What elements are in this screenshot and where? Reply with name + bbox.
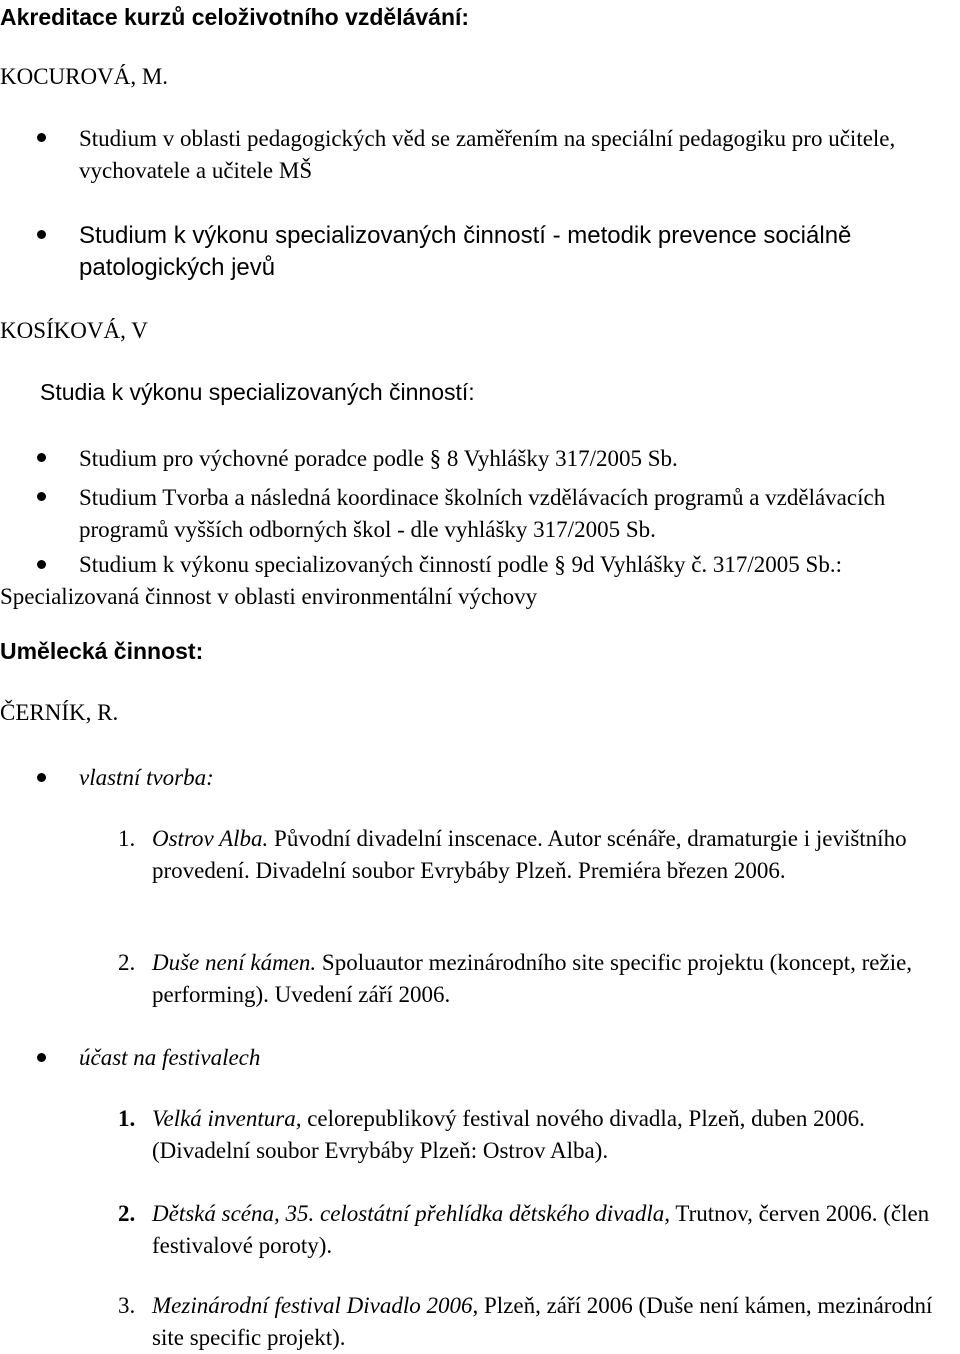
item-text: Původní divadelní inscenace. Autor scénáře, dramaturgie i jevištního provedení. Divadelní soubor Evrybáby Plzeň. Premiéra březen 2006. bbox=[152, 826, 907, 883]
item-number: 3. bbox=[118, 1293, 136, 1318]
bullet-icon bbox=[37, 133, 46, 142]
bullet-icon bbox=[37, 492, 46, 501]
item-title: Mezinárodní festival Divadlo 2006 bbox=[152, 1293, 473, 1318]
item-title: Dětská scéna, 35. celostátní přehlídka dětského divadla, bbox=[152, 1201, 671, 1226]
person-name-cernik: ČERNÍK, R. bbox=[0, 700, 119, 725]
list-item bbox=[152, 1290, 952, 1354]
bullet-icon bbox=[37, 773, 46, 782]
item-number: 1. bbox=[118, 1106, 136, 1131]
bullet-icon bbox=[37, 453, 46, 462]
list-item bbox=[152, 1103, 952, 1167]
list-item: Studium Tvorba a následná koordinace školních vzdělávacích programů a vzdělávacích programů vyšších odborných škol - dle vyhlášky 317/2005 Sb. bbox=[79, 485, 886, 542]
page-title: Akreditace kurzů celoživotního vzdělávání: bbox=[0, 4, 470, 30]
list-item bbox=[152, 947, 942, 1011]
section-heading: Umělecká činnost: bbox=[0, 638, 204, 664]
person-name-kosikova: KOSÍKOVÁ, V bbox=[0, 318, 148, 343]
list-item: Studium pro výchovné poradce podle § 8 Vyhlášky 317/2005 Sb. bbox=[79, 446, 678, 471]
item-text: Spoluautor mezinárodního site specific projektu (koncept, režie, performing). Uvedení září 2006. bbox=[152, 950, 913, 1007]
list-item: Studium v oblasti pedagogických věd se zaměřením na speciální pedagogiku pro učitele, vychovatele a učitele MŠ bbox=[79, 126, 896, 183]
item-text: , Plzeň, září 2006 (Duše není kámen, mezinárodní site specific projekt). bbox=[152, 1293, 933, 1350]
list-item: Studium k výkonu specializovaných činností podle § 9d Vyhlášky č. 317/2005 Sb.: Specializovaná činnost v oblasti environmentální výchovy bbox=[0, 552, 842, 609]
list-item bbox=[152, 1198, 952, 1262]
section-subheading: Studia k výkonu specializovaných činností: bbox=[40, 379, 475, 405]
person-name-kocurova: KOCUROVÁ, M. bbox=[0, 64, 169, 89]
list-item: Studium k výkonu specializovaných činností - metodik prevence sociálně patologických jevů bbox=[79, 222, 852, 281]
item-text: celorepublikový festival nového divadla, Plzeň, duben 2006. (Divadelní soubor Evrybáby Plzeň: Ostrov Alba). bbox=[152, 1106, 865, 1163]
item-title: Duše není kámen. bbox=[152, 950, 317, 975]
list-label: vlastní tvorba: bbox=[79, 765, 214, 790]
item-title: Velká inventura, bbox=[152, 1106, 302, 1131]
bullet-icon bbox=[37, 230, 46, 239]
item-title: Ostrov Alba. bbox=[152, 826, 269, 851]
item-number: 2. bbox=[118, 1201, 136, 1226]
list-label: účast na festivalech bbox=[79, 1045, 261, 1070]
bullet-icon bbox=[37, 1053, 46, 1062]
item-number: 2. bbox=[118, 950, 136, 975]
list-item bbox=[152, 823, 952, 887]
item-number: 1. bbox=[118, 826, 136, 851]
item-text: Trutnov, červen 2006. (člen festivalové poroty). bbox=[152, 1201, 930, 1258]
